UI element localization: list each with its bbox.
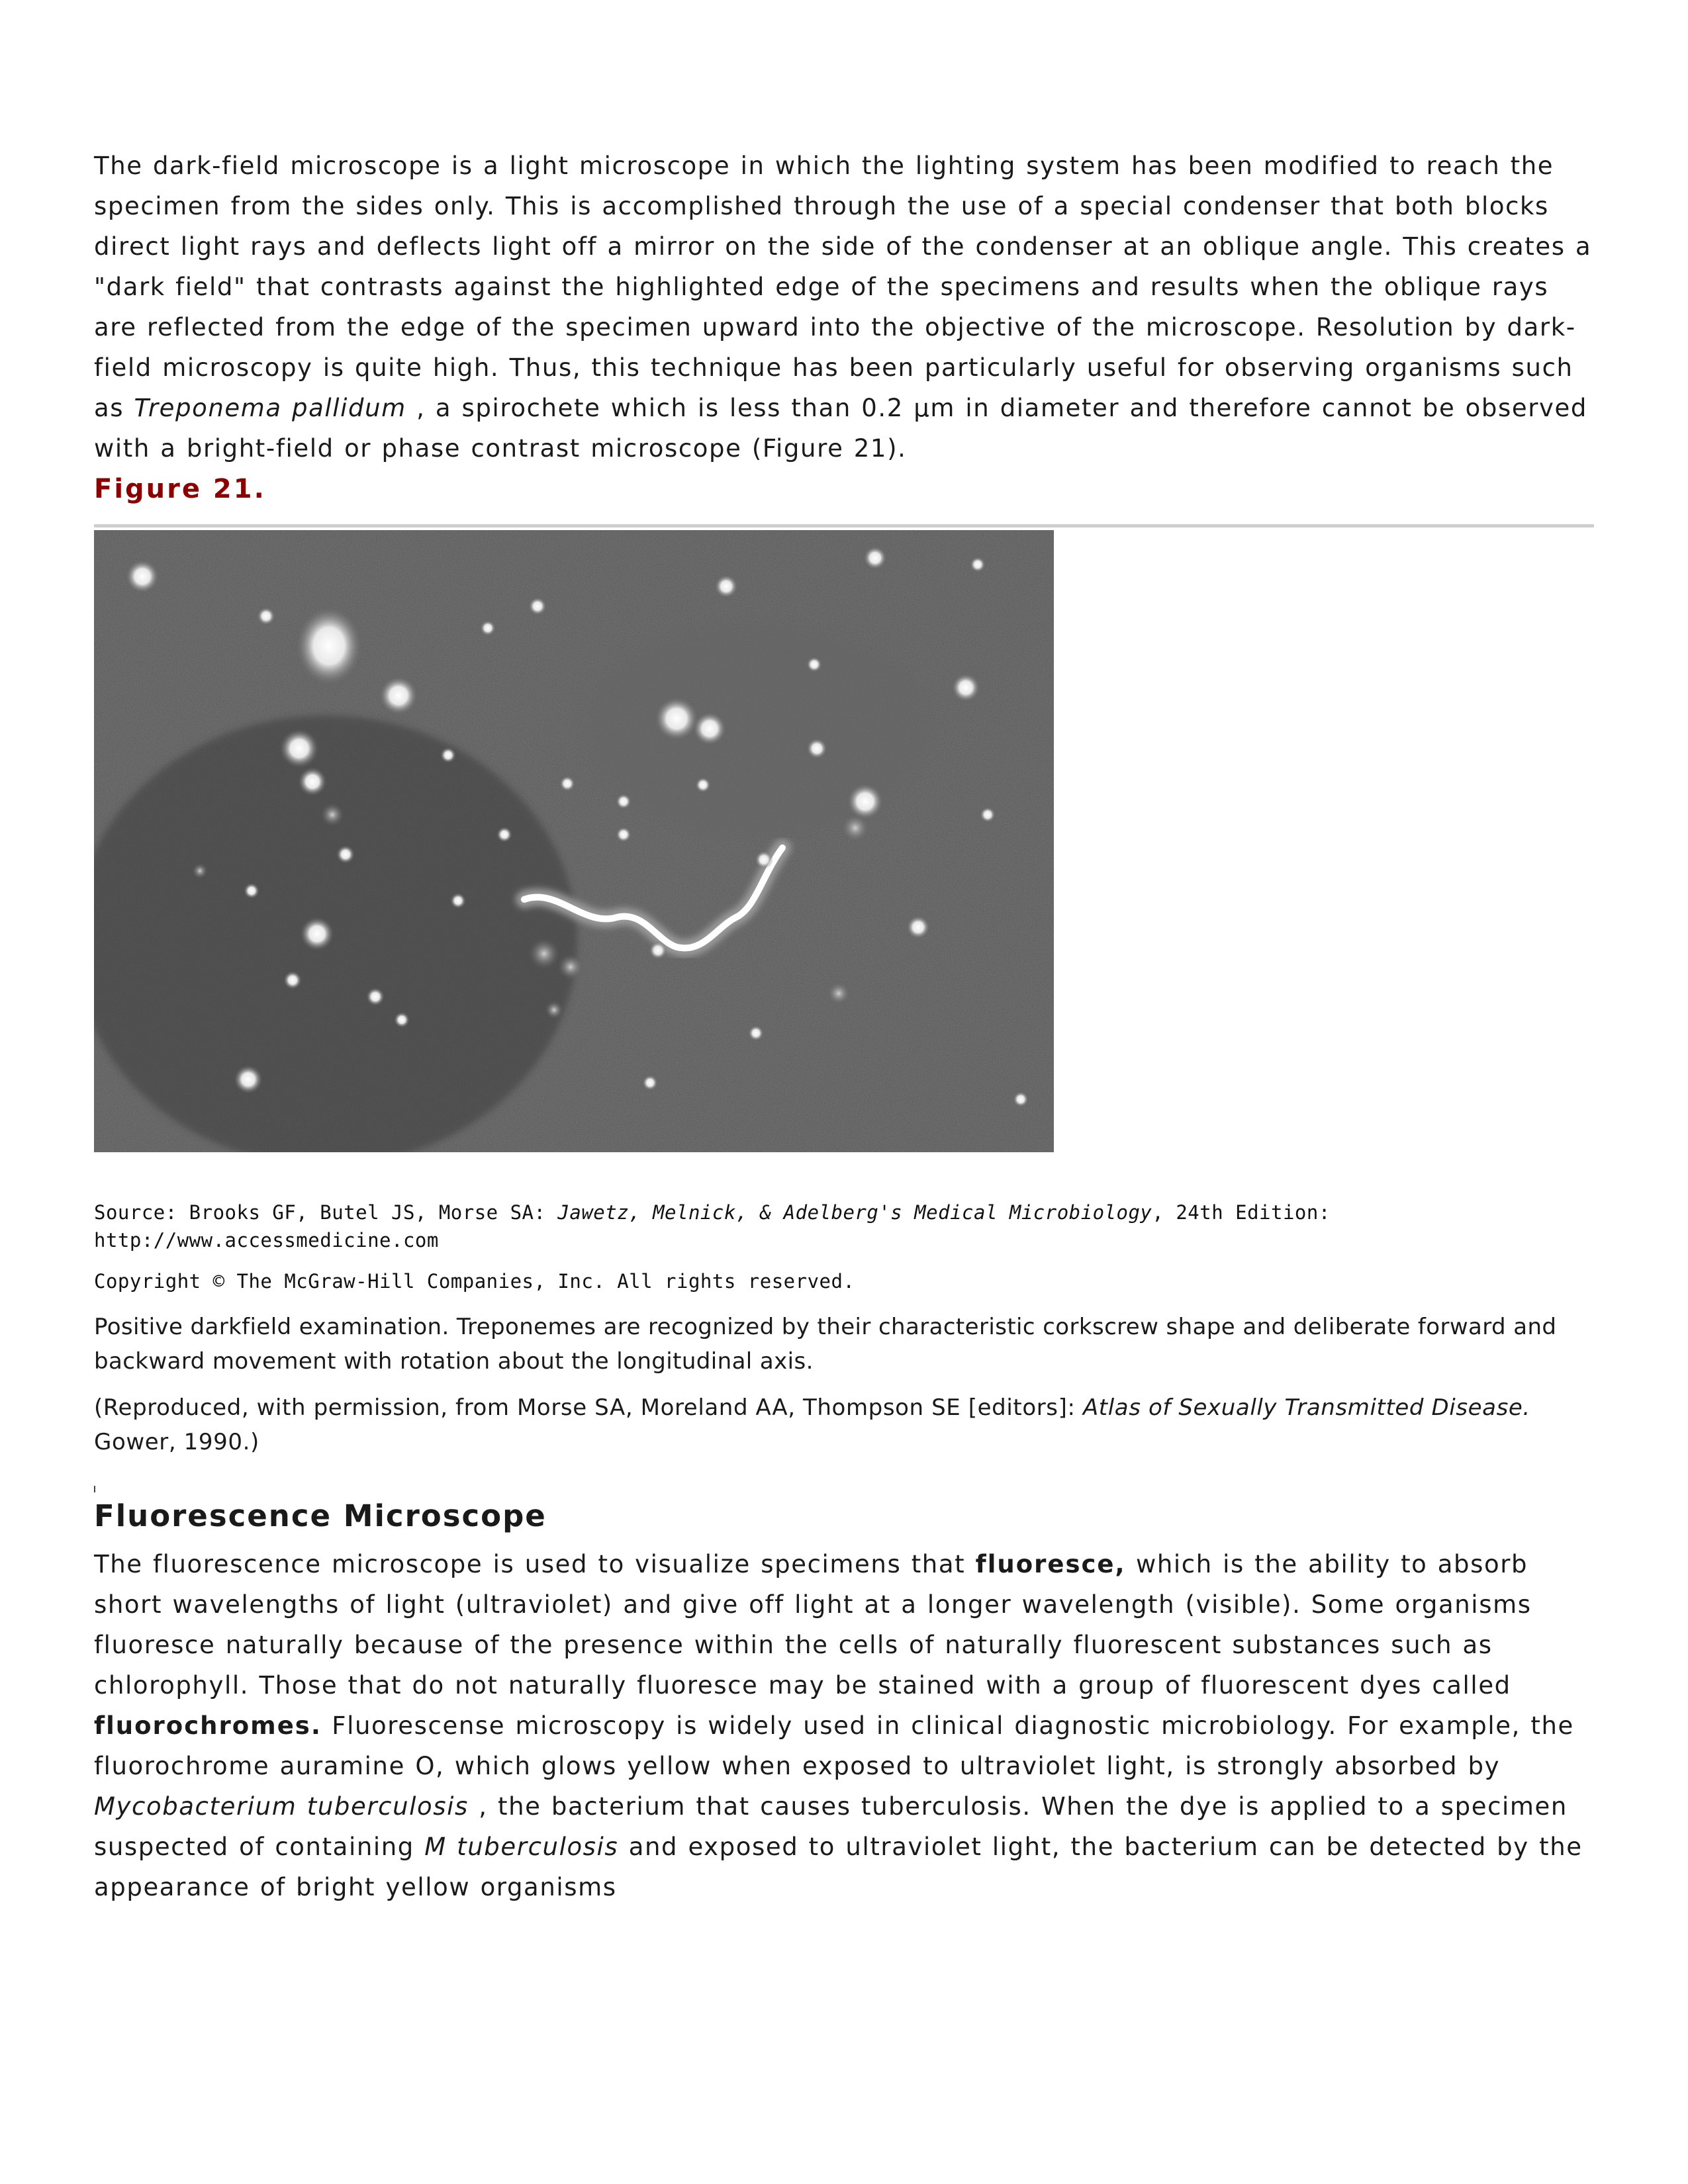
figure-title: Figure 21. <box>94 474 266 504</box>
figure-caption: Positive darkfield examination. Treponemes are recognized by their characteristic corkscrew shape and deliberate forward and backward movement with rotation about the longitudinal axis. <box>94 1314 1557 1375</box>
figure-divider <box>94 524 1594 527</box>
term-fluorochromes: fluorochromes. <box>94 1711 322 1740</box>
figure-reproduction-note <box>94 1390 1595 1459</box>
term-fluoresce: fluoresce, <box>975 1550 1126 1578</box>
section-text-4: , the bacterium that causes tuberculosis. When the dye is applied to a specimen suspected of containing <box>94 1792 1568 1861</box>
section-text-3: Fluorescense microscopy is widely used in clinical diagnostic microbiology. For example, the fluorochrome auramine O, which glows yellow when exposed to ultraviolet light, is strongly absorbed by <box>94 1711 1574 1780</box>
section-text-5: and exposed to ultraviolet light, the bacterium can be detected by the appearance of bright yellow organisms <box>94 1833 1583 1901</box>
figure-source <box>94 1199 1595 1295</box>
section-text-2: which is the ability to absorb short wavelengths of light (ultraviolet) and give off light at a longer wavelength (visible). Some organisms fluoresce naturally because of the presence within the cells of naturally fluorescent substances such as chlorophyll. Those that do not naturally fluoresce may be stained with a group of fluorescent dyes called <box>94 1550 1532 1700</box>
intro-text-b: , a spirochete which is less than 0.2 µm in diameter and therefore cannot be observed with a bright-field or phase contrast microscope (Figure 21). <box>94 394 1587 463</box>
darkfield-micrograph <box>94 530 1054 1152</box>
species-m-tuberculosis: M tuberculosis <box>424 1833 619 1861</box>
intro-text-a: The dark-field microscope is a light microscope in which the lighting system has been modified to reach the specimen from the sides only. This is accomplished through the use of a special condenser that both blocks direct light rays and deflects light off a mirror on the side of the condenser at an oblique angle. This creates a "dark field" that contrasts against the highlighted edge of the specimens and results when the oblique rays are reflected from the edge of the specimen upward into the objective of the microscope. Resolution by dark-field microscopy is quite high. Thus, this technique has been particularly useful for observing organisms such as <box>94 152 1592 422</box>
section-heading: Fluorescence Microscope <box>94 1498 547 1533</box>
anchor-marker <box>94 1486 95 1492</box>
section-paragraph <box>94 1544 1595 1907</box>
repro-suffix: Gower, 1990.) <box>94 1429 259 1455</box>
document-page <box>94 146 1595 1907</box>
intro-paragraph <box>94 146 1595 469</box>
source-suffix: , 24th Edition: http://www.accessmedicine.com <box>94 1201 1331 1251</box>
section-text-1: The fluorescence microscope is used to visualize specimens that <box>94 1550 976 1578</box>
source-book-title: Jawetz, Melnick, & Adelberg's Medical Microbiology <box>557 1201 1152 1224</box>
source-prefix: Source: Brooks GF, Butel JS, Morse SA: <box>94 1201 558 1224</box>
intro-species-name: Treponema pallidum <box>134 394 406 422</box>
repro-prefix: (Reproduced, with permission, from Morse SA, Moreland AA, Thompson SE [editors]: <box>94 1394 1083 1421</box>
copyright-line: Copyright © The McGraw-Hill Companies, Inc. All rights reserved. <box>94 1270 855 1293</box>
species-mycobacterium: Mycobacterium tuberculosis <box>94 1792 469 1821</box>
repro-atlas-title: Atlas of Sexually Transmitted Disease. <box>1082 1394 1530 1421</box>
source-line <box>94 1199 1595 1254</box>
